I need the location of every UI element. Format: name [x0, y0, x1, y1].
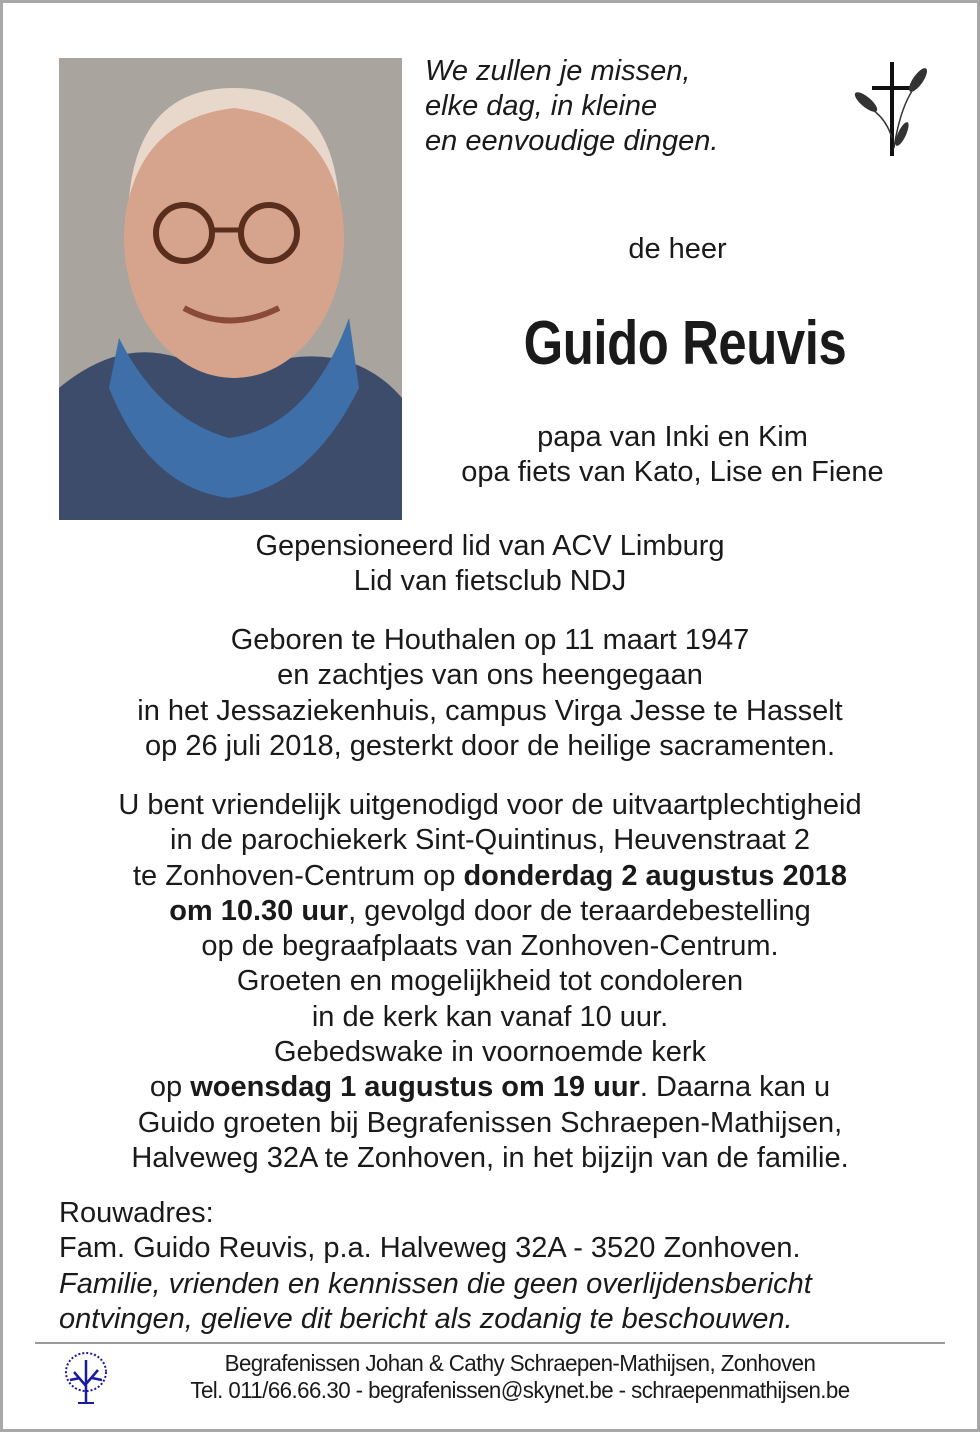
ceremony-info	[40, 788, 940, 1176]
ceremony-line: in de parochiekerk Sint-Quintinus, Heuvenstraat 2	[170, 824, 810, 857]
memberships	[40, 529, 940, 600]
text: , gevolgd door de teraardebestelling	[348, 894, 811, 927]
tree-logo-icon	[62, 1350, 110, 1411]
portrait-photo	[59, 58, 402, 520]
text: op	[149, 1071, 191, 1104]
ceremony-line: Guido groeten bij Begrafenissen Schraepen-Mathijsen,	[137, 1106, 843, 1139]
title-prefix: de heer	[628, 233, 727, 265]
deceased-name: Guido Reuvis	[523, 309, 847, 378]
memorial-quote	[425, 54, 718, 159]
ceremony-line: U bent vriendelijk uitgenodigd voor de uitvaartplechtigheid	[118, 789, 862, 821]
quote-line: We zullen je missen,	[425, 55, 691, 87]
ceremony-line	[40, 1070, 940, 1105]
text: te Zonhoven-Centrum op	[132, 859, 464, 892]
address-line: Fam. Guido Reuvis, p.a. Halveweg 32A - 3520 Zonhoven.	[59, 1232, 801, 1265]
divider	[35, 1342, 945, 1344]
quote-line: en eenvoudige dingen.	[425, 125, 719, 157]
wake-date: woensdag 1 augustus om 19 uur	[190, 1071, 640, 1104]
info-line: in het Jessaziekenhuis, campus Virga Jesse te Hasselt	[137, 694, 843, 727]
family-list	[440, 420, 905, 491]
funeral-home-footer	[132, 1350, 908, 1404]
birth-death-info	[40, 623, 940, 764]
info-line: op 26 juli 2018, gesterkt door de heilige sacramenten.	[145, 729, 835, 762]
funeral-home-name: Begrafenissen Johan & Cathy Schraepen-Mathijsen, Zonhoven	[224, 1350, 816, 1376]
ceremony-line	[40, 894, 940, 929]
quote-line: elke dag, in kleine	[425, 90, 658, 122]
text: . Daarna kan u	[639, 1071, 831, 1104]
family-line: opa fiets van Kato, Lise en Fiene	[461, 456, 884, 489]
info-line: en zachtjes van ons heengegaan	[277, 659, 703, 692]
ceremony-line: Halveweg 32A te Zonhoven, in het bijzijn van de familie.	[131, 1141, 849, 1174]
info-line: Geboren te Houthalen op 11 maart 1947	[230, 624, 750, 656]
address-label: Rouwadres:	[59, 1197, 214, 1229]
address-note: Familie, vrienden en kennissen die geen overlijdensbericht	[59, 1267, 812, 1300]
mourning-address	[59, 1196, 812, 1337]
ceremony-line: Gebedswake in voornoemde kerk	[273, 1036, 706, 1069]
address-note: ontvingen, gelieve dit bericht als zodanig te beschouwen.	[59, 1302, 793, 1335]
funeral-home-contact: Tel. 011/66.66.30 - begrafenissen@skynet.be - schraepenmathijsen.be	[190, 1377, 850, 1403]
ceremony-line: op de begraafplaats van Zonhoven-Centrum.	[201, 930, 779, 963]
cross-with-wheat-icon	[852, 58, 932, 163]
family-line: papa van Inki en Kim	[537, 421, 808, 453]
ceremony-line: in de kerk kan vanaf 10 uur.	[311, 1000, 669, 1033]
membership-line: Lid van fietsclub NDJ	[353, 565, 627, 598]
membership-line: Gepensioneerd lid van ACV Limburg	[255, 530, 725, 562]
funeral-date: donderdag 2 augustus 2018	[463, 859, 847, 892]
funeral-time: om 10.30 uur	[169, 894, 349, 927]
ceremony-line: Groeten en mogelijkheid tot condoleren	[236, 965, 744, 998]
ceremony-line	[40, 859, 940, 894]
